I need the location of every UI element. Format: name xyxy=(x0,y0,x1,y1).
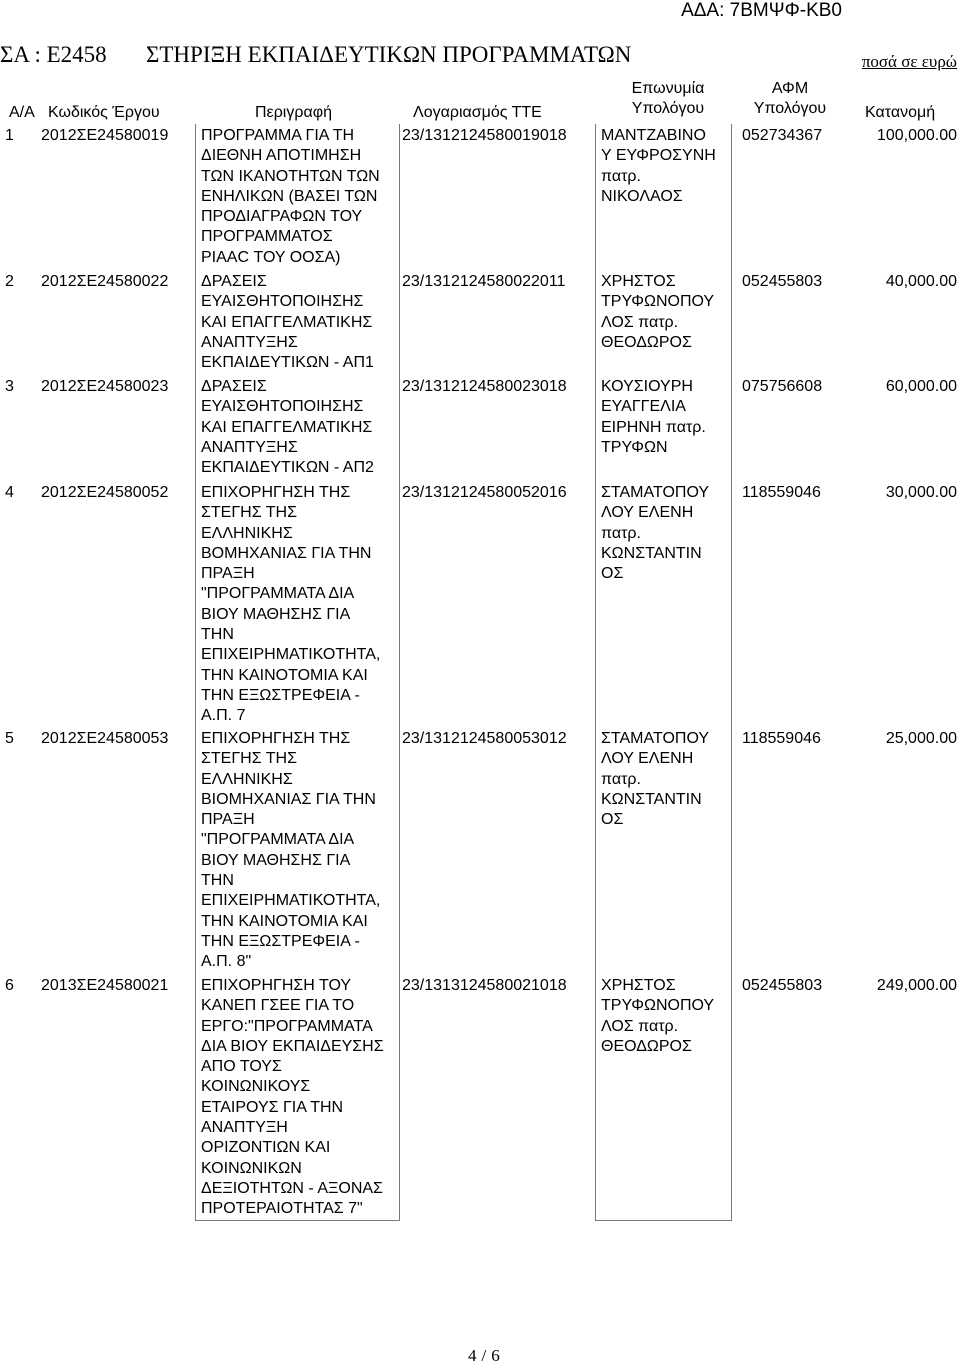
payee-afm: 052455803 xyxy=(742,977,823,994)
project-description xyxy=(201,126,401,268)
row-number: 2 xyxy=(5,273,14,290)
account-number: 23/1312124580023018 xyxy=(402,378,567,395)
project-description-line: ΒΟΜΗΧΑΝΙΑΣ ΓΙΑ ΤΗΝ xyxy=(201,544,372,562)
project-description-line: ΕΠΙΧΟΡΗΓΗΣΗ ΤΗΣ xyxy=(201,484,351,501)
payee-name-line: ΧΡΗΣΤΟΣ xyxy=(601,273,676,290)
project-description-line: ΡΙΑΑC ΤΟΥ ΟΟΣΑ) xyxy=(201,248,341,266)
project-description-line: ΚΟΙΝΩΝΙΚΩΝ xyxy=(201,1159,302,1177)
payee-name-line: ΛΟΥ ΕΛΕΝΗ xyxy=(601,750,694,768)
project-description-line: ΕΠΙΧΟΡΗΓΗΣΗ ΤΟΥ xyxy=(201,977,352,994)
allocation-amount: 60,000.00 xyxy=(885,378,957,395)
payee-name-line: ΛΟΥ ΕΛΕΝΗ xyxy=(601,504,694,522)
account-number: 23/1313124580021018 xyxy=(402,977,567,994)
project-description-line: ΕΥΑΙΣΘΗΤΟΠΟΙΗΣΗΣ xyxy=(201,398,364,416)
project-description-line: ΑΝΑΠΤΥΞΗ xyxy=(201,1119,288,1137)
project-description-line: ΠΡΑΞΗ xyxy=(201,811,255,829)
project-description-line: ΕΚΠΑΙΔΕΥΤΙΚΩΝ - ΑΠ2 xyxy=(201,459,374,477)
account-number: 23/1312124580052016 xyxy=(402,484,567,501)
project-description-line: ΔΙΑ ΒΙΟΥ ΕΚΠΑΙΔΕΥΣΗΣ xyxy=(201,1037,384,1055)
row-number: 1 xyxy=(5,127,14,144)
project-description-line: ΔΙΕΘΝΗ ΑΠΟΤΙΜΗΣΗ xyxy=(201,147,362,165)
payee-name-line: ΘΕΟΔΩΡΟΣ xyxy=(601,1037,692,1055)
project-description xyxy=(201,976,401,1220)
project-description-line: ΠΡΟΓΡΑΜΜΑ ΓΙΑ ΤΗ xyxy=(201,127,355,144)
project-code: 2012ΣΕ24580023 xyxy=(41,378,169,395)
project-description-line: ΑΠΟ ΤΟΥΣ xyxy=(201,1058,282,1076)
payee-afm: 118559046 xyxy=(742,484,821,501)
column-header-name xyxy=(623,79,713,119)
project-description-line: ΔΡΑΣΕΙΣ xyxy=(201,378,267,395)
project-description xyxy=(201,377,401,478)
payee-name xyxy=(601,126,731,207)
column-header-aa: Α/Α xyxy=(9,104,35,121)
project-description-line: ΚΑΙ ΕΠΑΓΓΕΛΜΑΤΙΚΗΣ xyxy=(201,313,373,331)
payee-name xyxy=(601,976,731,1057)
project-description-line: ΠΡΟΤΕΡΑΙΟΤΗΤΑΣ 7" xyxy=(201,1200,363,1218)
project-code: 2013ΣΕ24580021 xyxy=(41,977,169,994)
allocation-amount: 30,000.00 xyxy=(885,484,957,501)
project-description-line: ΤΗΝ ΚΑΙΝΟΤΟΜΙΑ ΚΑΙ xyxy=(201,912,368,930)
project-description xyxy=(201,483,401,727)
project-code: 2012ΣΕ24580053 xyxy=(41,730,169,747)
payee-name-line: ΛΟΣ πατρ. xyxy=(601,1017,679,1035)
allocation-amount: 100,000.00 xyxy=(876,127,957,144)
row-number: 5 xyxy=(5,730,14,747)
payee-name-line: ΘΕΟΔΩΡΟΣ xyxy=(601,333,692,351)
project-code: 2012ΣΕ24580052 xyxy=(41,484,169,501)
project-description-line: ΣΤΕΓΗΣ ΤΗΣ xyxy=(201,504,297,522)
project-description-line: Α.Π. 8" xyxy=(201,953,252,971)
project-description-line: ΤΗΝ ΕΞΩΣΤΡΕΦΕΙΑ - xyxy=(201,686,360,704)
column-header-code: Κωδικός Έργου xyxy=(48,104,160,121)
payee-name-line: ΕΙΡΗΝΗ πατρ. xyxy=(601,418,706,436)
project-description-line: ΤΗΝ ΕΞΩΣΤΡΕΦΕΙΑ - xyxy=(201,932,360,950)
payee-name-line: ΚΩΝΣΤΑΝΤΙΝ xyxy=(601,790,702,808)
payee-name-line: πατρ. xyxy=(601,770,641,788)
sa-code: ΣΑ : Ε2458 xyxy=(0,42,107,67)
column-header-name-line2: Υπολόγου xyxy=(631,100,705,117)
project-description-line: ΣΤΕΓΗΣ ΤΗΣ xyxy=(201,750,297,768)
payee-name-line: ΚΩΝΣΤΑΝΤΙΝ xyxy=(601,544,702,562)
allocation-amount: 25,000.00 xyxy=(885,730,957,747)
account-number: 23/1312124580053012 xyxy=(402,730,567,747)
payee-afm: 118559046 xyxy=(742,730,821,747)
project-description-line: ΤΗΝ xyxy=(201,872,234,890)
project-description-line: ΤΗΝ ΚΑΙΝΟΤΟΜΙΑ ΚΑΙ xyxy=(201,666,368,684)
payee-name-line: ΣΤΑΜΑΤΟΠΟΥ xyxy=(601,484,710,501)
project-description-line: ΚΟΙΝΩΝΙΚΟΥΣ xyxy=(201,1078,311,1096)
total-pages: 6 xyxy=(491,1346,500,1365)
account-number: 23/1312124580019018 xyxy=(402,127,567,144)
project-description-line: ΔΡΑΣΕΙΣ xyxy=(201,273,267,290)
project-description-line: ΚΑΝΕΠ ΓΣΕΕ ΓΙΑ ΤΟ xyxy=(201,997,355,1015)
payee-name-line: ΤΡΥΦΩΝ xyxy=(601,438,668,456)
payee-afm: 075756608 xyxy=(742,378,823,395)
row-number: 6 xyxy=(5,977,14,994)
project-description-line: ΕΥΑΙΣΘΗΤΟΠΟΙΗΣΗΣ xyxy=(201,293,364,311)
project-description-line: ΠΡΟΔΙΑΓΡΑΦΩΝ ΤΟΥ xyxy=(201,208,363,226)
project-description-line: ΑΝΑΠΤΥΞΗΣ xyxy=(201,333,298,351)
payee-name-line: ΕΥΑΓΓΕΛΙΑ xyxy=(601,398,686,416)
current-page: 4 xyxy=(468,1346,477,1365)
project-description-line: ΤΩΝ ΙΚΑΝΟΤΗΤΩΝ ΤΩΝ xyxy=(201,167,380,185)
column-header-description: Περιγραφή xyxy=(255,104,332,121)
payee-name-line: ΤΡΥΦΩΝΟΠΟΥ xyxy=(601,293,715,311)
payee-name-line: ΜΑΝΤΖΑΒΙΝΟ xyxy=(601,127,706,144)
project-description-line: ΠΡΟΓΡΑΜΜΑΤΟΣ xyxy=(201,228,333,246)
project-description-line: ΒΙΟΥ ΜΑΘΗΣΗΣ ΓΙΑ xyxy=(201,605,351,623)
project-description-line: Α.Π. 7 xyxy=(201,707,246,725)
payee-name-line: ΝΙΚΟΛΑΟΣ xyxy=(601,187,683,205)
page-title: ΣΤΗΡΙΞΗ ΕΚΠΑΙΔΕΥΤΙΚΩΝ ΠΡΟΓΡΑΜΜΑΤΩΝ xyxy=(146,42,632,67)
project-description xyxy=(201,729,401,973)
payee-name-line: πατρ. xyxy=(601,524,641,542)
payee-name-line: ΣΤΑΜΑΤΟΠΟΥ xyxy=(601,730,710,747)
project-description-line: ΕΠΙΧΟΡΗΓΗΣΗ ΤΗΣ xyxy=(201,730,351,747)
payee-name xyxy=(601,377,731,458)
column-header-afm-line2: Υπολόγου xyxy=(753,100,827,117)
payee-name-line: ΛΟΣ πατρ. xyxy=(601,313,679,331)
project-description-line: ΕΚΠΑΙΔΕΥΤΙΚΩΝ - ΑΠ1 xyxy=(201,354,374,372)
row-number: 4 xyxy=(5,484,14,501)
project-description-line: ΒΙΟΥ ΜΑΘΗΣΗΣ ΓΙΑ xyxy=(201,851,351,869)
project-description-line: ΕΠΙΧΕΙΡΗΜΑΤΙΚΟΤΗΤΑ, xyxy=(201,892,381,910)
project-description-line: ΤΗΝ xyxy=(201,626,234,644)
payee-name xyxy=(601,272,731,353)
payee-name-line: ΚΟΥΣΙΟΥΡΗ xyxy=(601,378,693,395)
project-description-line: ΟΡΙΖΟΝΤΙΩΝ ΚΑΙ xyxy=(201,1139,331,1157)
column-header-afm-line1: ΑΦΜ xyxy=(771,80,809,97)
payee-name xyxy=(601,729,731,830)
project-code: 2012ΣΕ24580022 xyxy=(41,273,169,290)
payee-name-line: ΟΣ xyxy=(601,565,624,583)
payee-name-line: Υ ΕΥΦΡΟΣΥΝΗ xyxy=(601,147,716,165)
project-description-line: ΔΕΞΙΟΤΗΤΩΝ - ΑΞΟΝΑΣ xyxy=(201,1179,383,1197)
project-description-line: "ΠΡΟΓΡΑΜΜΑΤΑ ΔΙΑ xyxy=(201,831,355,849)
column-header-allocation: Κατανομή xyxy=(865,104,936,121)
amount-unit-note: ποσά σε ευρώ xyxy=(861,52,957,71)
column-header-afm xyxy=(745,79,835,119)
payee-afm: 052455803 xyxy=(742,273,823,290)
payee-name xyxy=(601,483,731,584)
project-description-line: ΑΝΑΠΤΥΞΗΣ xyxy=(201,438,298,456)
column-header-name-line1: Επωνυμία xyxy=(631,80,705,97)
allocation-amount: 249,000.00 xyxy=(876,977,957,994)
project-description-line: "ΠΡΟΓΡΑΜΜΑΤΑ ΔΙΑ xyxy=(201,585,355,603)
payee-name-line: πατρ. xyxy=(601,167,641,185)
project-description-line: ΠΡΑΞΗ xyxy=(201,565,255,583)
project-description-line: ΕΝΗΛΙΚΩΝ (ΒΑΣΕΙ ΤΩΝ xyxy=(201,187,378,205)
allocation-amount: 40,000.00 xyxy=(885,273,957,290)
project-description-line: ΚΑΙ ΕΠΑΓΓΕΛΜΑΤΙΚΗΣ xyxy=(201,418,373,436)
project-description xyxy=(201,272,401,373)
project-description-line: ΕΤΑΙΡΟΥΣ ΓΙΑ ΤΗΝ xyxy=(201,1098,344,1116)
project-description-line: ΕΠΙΧΕΙΡΗΜΑΤΙΚΟΤΗΤΑ, xyxy=(201,646,381,664)
column-header-account: Λογαριασμός ΤΤΕ xyxy=(413,104,542,121)
project-description-line: ΕΛΛΗΝΙΚΗΣ xyxy=(201,524,293,542)
account-number: 23/1312124580022011 xyxy=(402,273,566,290)
project-code: 2012ΣΕ24580019 xyxy=(41,127,169,144)
payee-name-line: ΧΡΗΣΤΟΣ xyxy=(601,977,676,994)
row-number: 3 xyxy=(5,378,14,395)
payee-afm: 052734367 xyxy=(742,127,823,144)
project-description-line: ΕΡΓΟ:"ΠΡΟΓΡΑΜΜΑΤΑ xyxy=(201,1017,373,1035)
project-description-line: ΕΛΛΗΝΙΚΗΣ xyxy=(201,770,293,788)
project-description-line: ΒΙΟΜΗΧΑΝΙΑΣ ΓΙΑ ΤΗΝ xyxy=(201,790,376,808)
payee-name-line: ΟΣ xyxy=(601,811,624,829)
page-number: 4 / 6 xyxy=(468,1346,500,1365)
payee-name-line: ΤΡΥΦΩΝΟΠΟΥ xyxy=(601,997,715,1015)
ada-code: ΑΔΑ: 7ΒΜΨΦ-ΚΒ0 xyxy=(681,0,842,21)
